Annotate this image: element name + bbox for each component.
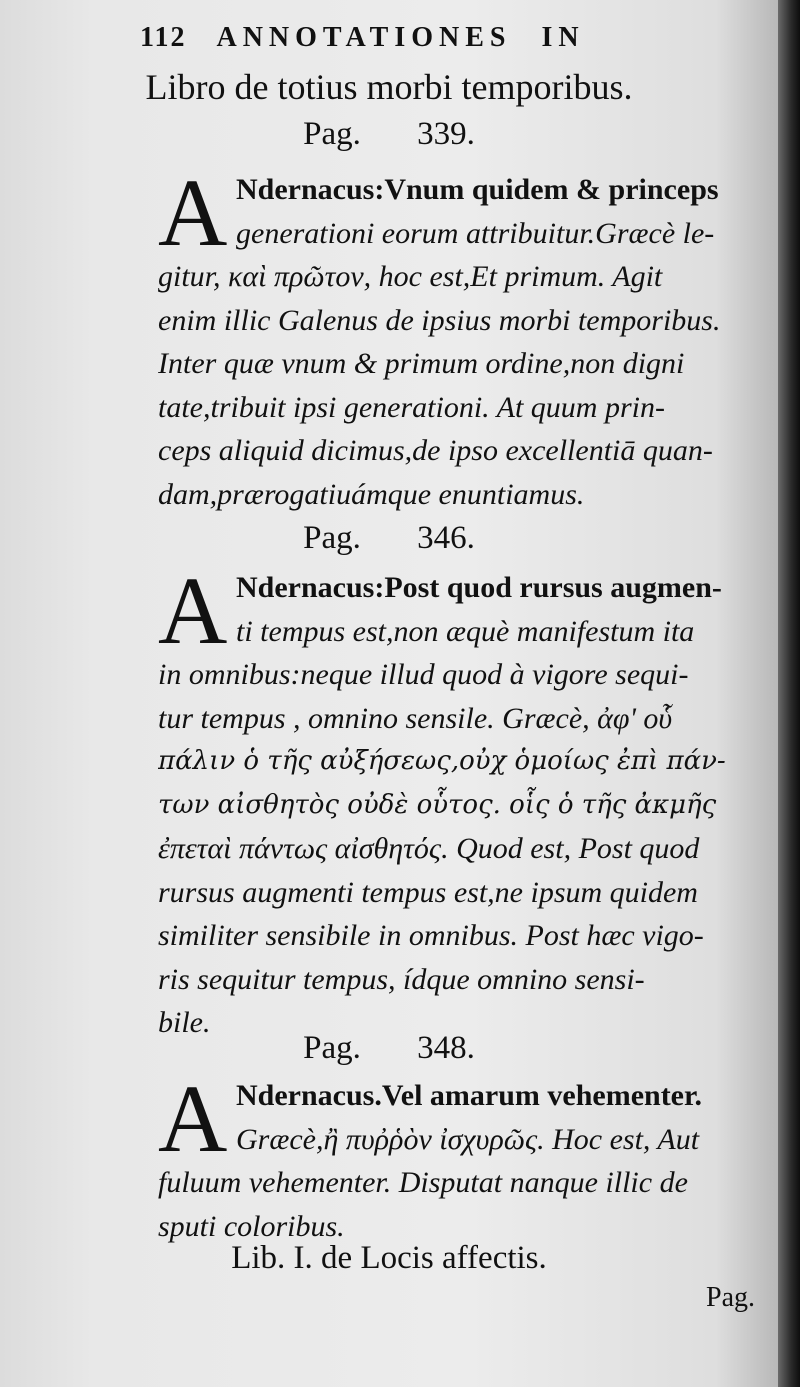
text-line: Ndernacus:Vnum quidem & princeps — [236, 173, 719, 206]
page-reference-heading — [0, 1030, 778, 1067]
pag-number: 339. — [417, 116, 475, 152]
annotation-paragraph — [158, 159, 768, 516]
pag-label: Pag. — [303, 1030, 361, 1066]
text-line: Ndernacus.Vel amarum vehementer. — [236, 1079, 703, 1112]
section-title: Libro de totius morbi temporibus. — [145, 67, 633, 107]
folio-number: 112 — [140, 22, 187, 53]
text-line: Græcè,ἢ πυῤῥὸν ἰσχυρῶς. Hoc est, Aut — [236, 1122, 700, 1156]
text-line: similiter sensibile in omnibus. Post hæc vigo- — [158, 919, 704, 952]
pag-label: Pag. — [303, 116, 361, 152]
drop-capital: A — [158, 557, 228, 664]
annotation-paragraph — [158, 1065, 768, 1248]
running-head-word: IN — [541, 22, 585, 53]
text-line: Ndernacus:Post quod rursus augmen- — [236, 571, 722, 604]
drop-capital: A — [158, 1065, 228, 1172]
text-line: gitur, καὶ πρῶτον, hoc est,Et primum. Agit — [158, 260, 663, 293]
text-line: dam,prærogatiuámque enuntiamus. — [158, 477, 585, 511]
drop-capital: A — [158, 159, 228, 266]
pag-number: 346. — [417, 520, 475, 556]
page-reference-heading — [0, 520, 778, 557]
text-line: ceps aliquid dicimus,de ipso excellentiā quan- — [158, 434, 713, 467]
greek-text-line: πάλιν ὁ τῆς αὐξήσεως,οὐχ ὁμοίως ἐπὶ πάν- — [158, 746, 726, 776]
text-line: fuluum vehementer. Disputat nanque illic de — [158, 1166, 688, 1199]
text-line: generationi eorum attribuitur.Græcè le- — [236, 216, 715, 250]
text-line: enim illic Galenus de ipsius morbi temporibus. — [158, 303, 721, 337]
running-head — [140, 22, 778, 54]
text-line: rursus augmenti tempus est,ne ipsum quidem — [158, 875, 698, 909]
greek-text-line: των αἰσθητὸς οὐδὲ οὗτος. οἷς ὁ τῆς ἀκμῆς — [158, 789, 717, 820]
text-line: ris sequitur tempus, ídque omnino sensi- — [158, 962, 645, 996]
text-line: ἐπεταὶ πάντως αἰσθητός. Quod est, Post quod — [158, 832, 700, 865]
pag-number: 348. — [417, 1030, 475, 1066]
text-line: ti tempus est,non æquè manifestum ita — [236, 614, 695, 648]
text-line: in omnibus:neque illud quod à vigore sequi- — [158, 658, 689, 691]
text-line: bile. — [158, 1006, 211, 1039]
annotation-paragraph — [158, 557, 768, 1045]
running-head-word: ANNOTATIONES — [216, 22, 512, 53]
book-gutter-shadow — [778, 0, 800, 1387]
next-section-heading: Lib. I. de Locis affectis. — [231, 1240, 547, 1276]
text-line: sputi coloribus. — [158, 1209, 345, 1243]
text-line: tur tempus , omnino sensile. Græcè, ἀφ' οὗ — [158, 701, 673, 735]
page-reference-heading — [0, 116, 778, 153]
text-line: tate,tribuit ipsi generationi. At quum prin- — [158, 390, 665, 424]
text-line: Inter quæ vnum & primum ordine,non digni — [158, 347, 685, 380]
pag-label: Pag. — [303, 520, 361, 556]
catchword: Pag. — [706, 1282, 755, 1313]
